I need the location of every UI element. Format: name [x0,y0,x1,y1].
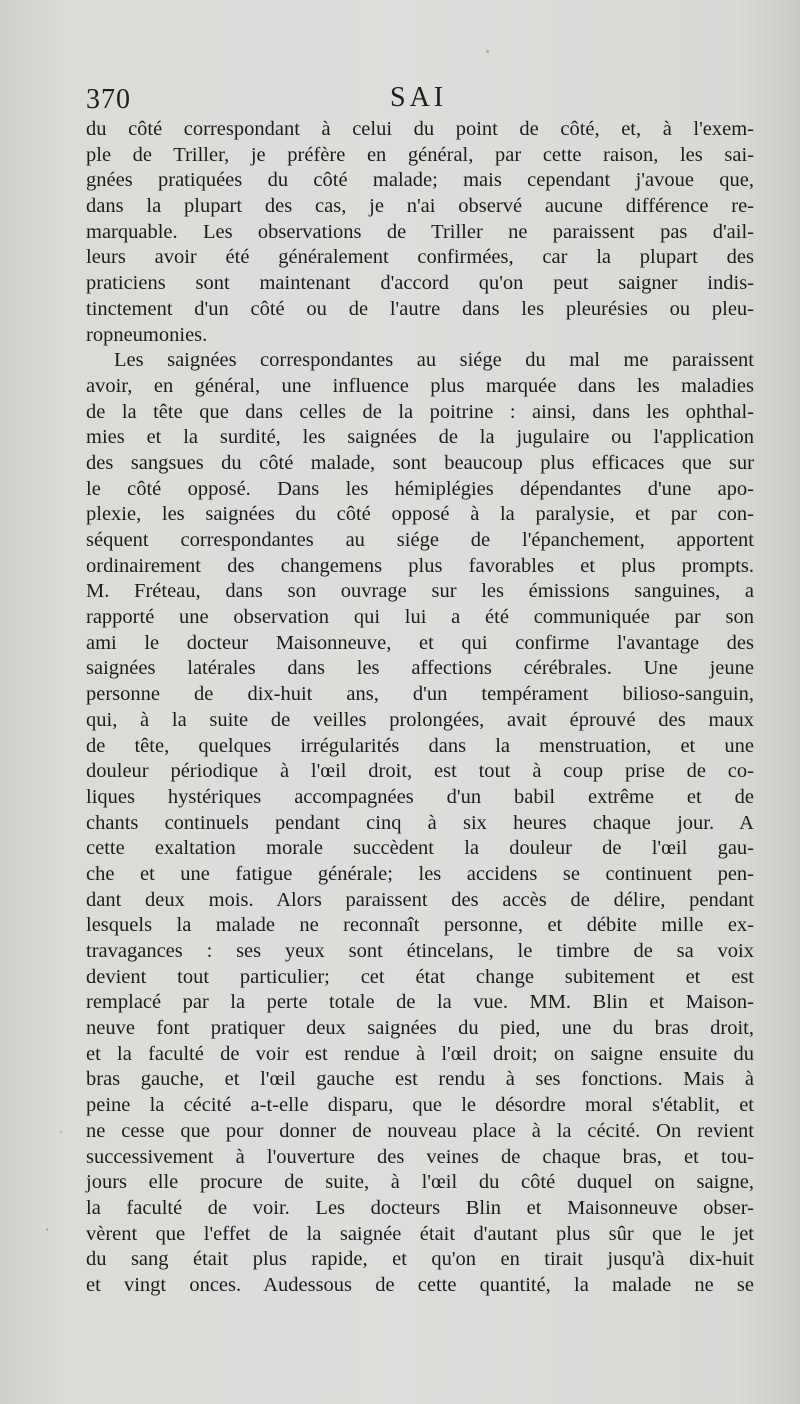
text-line: neuve font pratiquer deux saignées du pied, une du bras droit, [86,1017,754,1040]
text-line: jours elle procure de suite, à l'œil du côté duquel on saigne, [86,1171,754,1194]
text-line: et la faculté de voir est rendue à l'œil droit; on saigne ensuite du [86,1042,754,1065]
text-line: qui, à la suite de veilles prolongées, avait éprouvé des maux [86,708,754,731]
text-line: le côté opposé. Dans les hémiplégies dépendantes d'une apo- [86,477,754,500]
text-line: leurs avoir été généralement confirmées, car la plupart des [86,246,754,269]
running-head: SAI [390,82,448,113]
page-number: 370 [86,84,131,115]
text-line: liques hystériques accompagnées d'un babil extrême et de [86,785,754,808]
paper-speck [60,1131,62,1133]
text-line: peine la cécité a-t-elle disparu, que le désordre moral s'établit, et [86,1094,754,1117]
text-line: praticiens sont maintenant d'accord qu'on peut saigner indis- [86,272,754,295]
text-line: douleur périodique à l'œil droit, est tout à coup prise de co- [86,760,754,783]
text-line: du sang était plus rapide, et qu'on en tirait jusqu'à dix-huit [86,1248,754,1271]
text-line: ropneumonies. [86,323,208,346]
text-line: lesquels la malade ne reconnaît personne, et débite mille ex- [86,914,754,937]
text-line: mies et la surdité, les saignées de la jugulaire ou l'application [86,426,754,449]
text-line: successivement à l'ouverture des veines de chaque bras, et tou- [86,1145,754,1168]
text-line: saignées latérales dans les affections cérébrales. Une jeune [86,657,754,680]
text-line: devient tout particulier; cet état change subitement et est [86,965,754,988]
text-line: ne cesse que pour donner de nouveau place à la cécité. On revient [86,1119,754,1142]
paragraph [86,348,754,1298]
text-line: dans la plupart des cas, je n'ai observé aucune différence re- [86,195,754,218]
text-line: dant deux mois. Alors paraissent des accès de délire, pendant [86,888,754,911]
text-line: des sangsues du côté malade, sont beaucoup plus efficaces que sur [86,451,754,474]
text-line: rapporté une observation qui lui a été communiquée par son [86,606,754,629]
text-line: travagances : ses yeux sont étincelans, le timbre de sa voix [86,940,754,962]
text-line: ami le docteur Maisonneuve, et qui confirme l'avantage des [86,631,754,654]
text-line: du côté correspondant à celui du point de côté, et, à l'exem- [86,118,754,140]
text-line: tinctement d'un côté ou de l'autre dans les pleurésies ou pleu- [86,297,754,320]
text-line: cette exaltation morale succèdent la douleur de l'œil gau- [86,837,754,860]
text-line: ple de Triller, je préfère en général, par cette raison, les sai- [86,143,754,166]
page-header [86,82,756,116]
text-line: de la tête que dans celles de la poitrine : ainsi, dans les ophthal- [86,400,754,423]
text-line: che et une fatigue générale; les accidens se continuent pen- [86,862,754,885]
text-line: avoir, en général, une influence plus marquée dans les maladies [86,374,754,397]
text-line: chants continuels pendant cinq à six heures chaque jour. A [86,811,754,834]
text-line: de tête, quelques irrégularités dans la menstruation, et une [86,734,754,757]
text-line: gnées pratiquées du côté malade; mais cependant j'avoue que, [86,169,754,192]
text-line: personne de dix-huit ans, d'un tempérament bilioso-sanguin, [86,683,754,706]
paragraph [86,117,754,348]
text-line: bras gauche, et l'œil gauche est rendu à ses fonctions. Mais à [86,1068,754,1091]
text-line: et vingt onces. Audessous de cette quantité, la malade ne se [86,1273,754,1296]
text-line: marquable. Les observations de Triller ne paraissent pas d'ail- [86,220,754,243]
text-line: plexie, les saignées du côté opposé à la paralysie, et par con- [86,503,754,526]
paper-speck [486,50,489,53]
text-line: ordinairement des changemens plus favorables et plus prompts. [86,554,754,577]
paper-speck [46,1228,48,1231]
text-line: Les saignées correspondantes au siége du mal me paraissent [114,349,754,372]
text-line: M. Fréteau, dans son ouvrage sur les émissions sanguines, a [86,580,754,603]
text-line: la faculté de voir. Les docteurs Blin et Maisonneuve obser- [86,1196,754,1219]
text-line: remplacé par la perte totale de la vue. MM. Blin et Maison- [86,991,754,1014]
text-line: séquent correspondantes au siége de l'épanchement, apportent [86,529,754,551]
text-body [86,117,754,1299]
text-line: vèrent que l'effet de la saignée était d'autant plus sûr que le jet [86,1222,754,1245]
